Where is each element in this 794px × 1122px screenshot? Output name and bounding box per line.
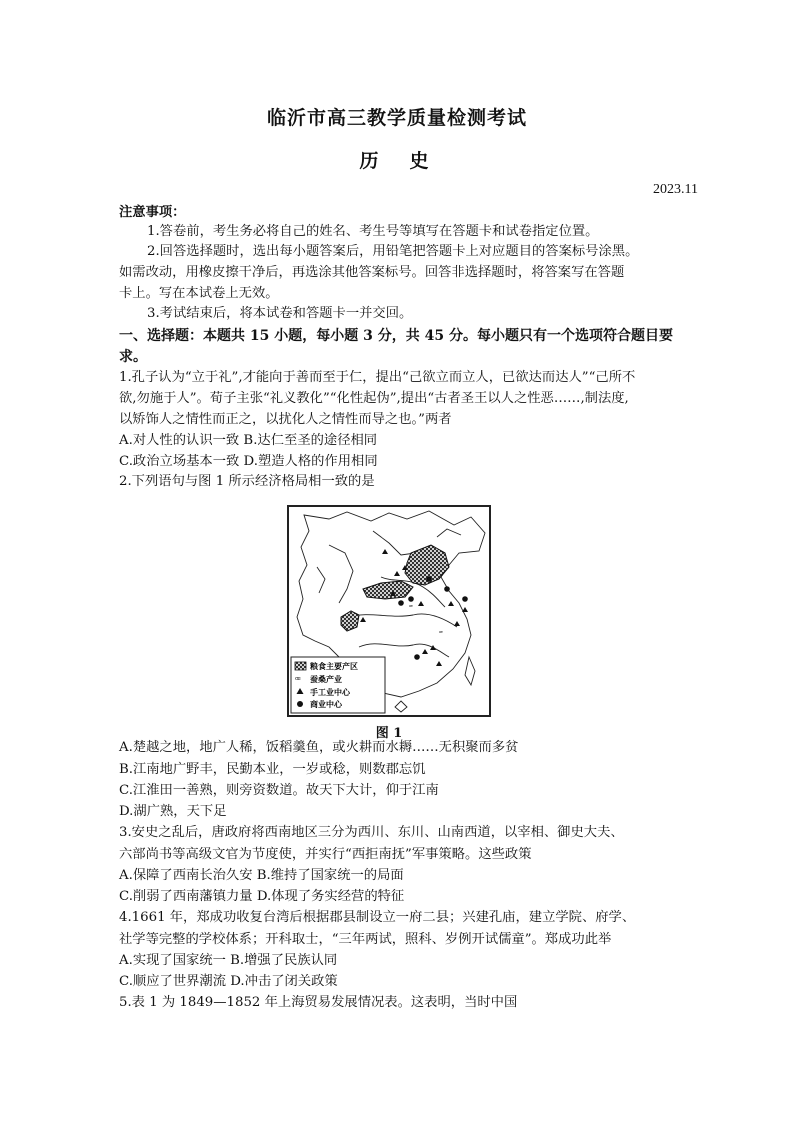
figure-1-map [287,505,491,717]
figure-caption: 图 1 [375,726,403,741]
q4-stem: 社学等完整的学校体系；开科取士，“三年两试，照科、岁例开试儒童”。郑成功此举 [119,932,612,947]
q4-stem: 4.1661 年，郑成功收复台湾后根据郡县制设立一府二县；兴建孔庙，建立学院、府学、 [119,910,636,925]
notice-line: 2.回答选择题时，选出每小题答案后，用铅笔把答题卡上对应题目的答案标号涂黑。 [147,244,639,259]
grain-region-sichuan [341,611,359,631]
notice-heading: 注意事项： [119,205,186,220]
q1-stem: 1.孔子认为“立于礼”,才能向于善而至于仁，提出“己欲立而立人，已欲达而达人”“己所不 [119,370,636,385]
q4-option: A.实现了国家统一 B.增强了民族认同 [119,953,338,968]
q3-option: A.保障了西南长治久安 B.维持了国家统一的局面 [119,868,404,883]
svg-text:ꟹ: ꟹ [409,604,413,611]
q1-stem: 以矫饰人之情性而正之，以扰化人之情性而导之也。”两者 [119,412,452,427]
q3-option: C.削弱了西南藩镇力量 D.体现了务实经营的特征 [119,889,405,904]
q1-stem: 欲,勿施于人”。荀子主张“礼义教化”“化性起伪”,提出“古者圣王以人之性恶……,制法度, [119,391,629,406]
silk-markers [409,604,443,637]
notice-line: 卡上。写在本试卷上无效。 [119,286,279,301]
q2-option: C.江淮田一善熟，则旁资数道。故天下大计，仰于江南 [119,783,439,798]
grain-region-central [363,581,413,599]
notice-line: 1.答卷前，考生务必将自己的姓名、考生号等填写在答题卡和试卷指定位置。 [147,224,599,239]
section-heading: 一、选择题：本题共 15 小题，每小题 3 分，共 45 分。每小题只有一个选项符合题目要 [119,328,673,344]
q2-option: A.楚越之地，地广人稀，饭稻羹鱼，或火耕而水耨……无积聚而多贫 [119,740,519,755]
legend-commerce-swatch [297,701,303,707]
q2-option: B.江南地广野丰，民勤本业，一岁或稔，则数郡忘饥 [119,762,426,777]
legend-silk-swatch: ꟹ [295,676,301,686]
exam-title: 临沂市高三教学质量检测考试 [266,107,527,129]
legend-grain: 粮食主要产区 [310,662,358,671]
q3-stem: 3.安史之乱后，唐政府将西南地区三分为西川、东川、山南西道，以宰相、御史大夫、 [119,825,624,840]
legend-commerce: 商业中心 [310,700,342,709]
q2-stem: 2.下列语句与图 1 所示经济格局相一致的是 [119,474,375,489]
notice-line: 3.考试结束后，将本试卷和答题卡一并交回。 [147,306,413,321]
svg-text:ꟹ: ꟹ [439,630,443,637]
q2-option: D.湖广熟，天下足 [119,804,227,819]
q1-option: C.政治立场基本一致 D.塑造人格的作用相同 [119,454,378,469]
subject-title: 历 史 [359,150,435,172]
exam-date: 2023.11 [653,182,698,197]
q5-stem: 5.表 1 为 1849—1852 年上海贸易发展情况表。这表明，当时中国 [119,995,518,1010]
section-heading-cont: 求。 [119,349,147,365]
legend-grain-swatch [295,662,306,670]
q3-stem: 六部尚书等高级文官为节度使，并实行“西拒南抚”军事策略。这些政策 [119,847,532,862]
legend-handicraft: 手工业中心 [310,688,350,697]
legend-silk: 蚕桑产业 [310,675,342,684]
q4-option: C.顺应了世界潮流 D.冲击了闭关政策 [119,974,338,989]
q1-option: A.对人性的认识一致 B.达仁至圣的途径相同 [119,433,378,448]
notice-line: 如需改动，用橡皮擦干净后，再选涂其他答案标号。回答非选择题时，将答案写在答题 [119,265,625,280]
